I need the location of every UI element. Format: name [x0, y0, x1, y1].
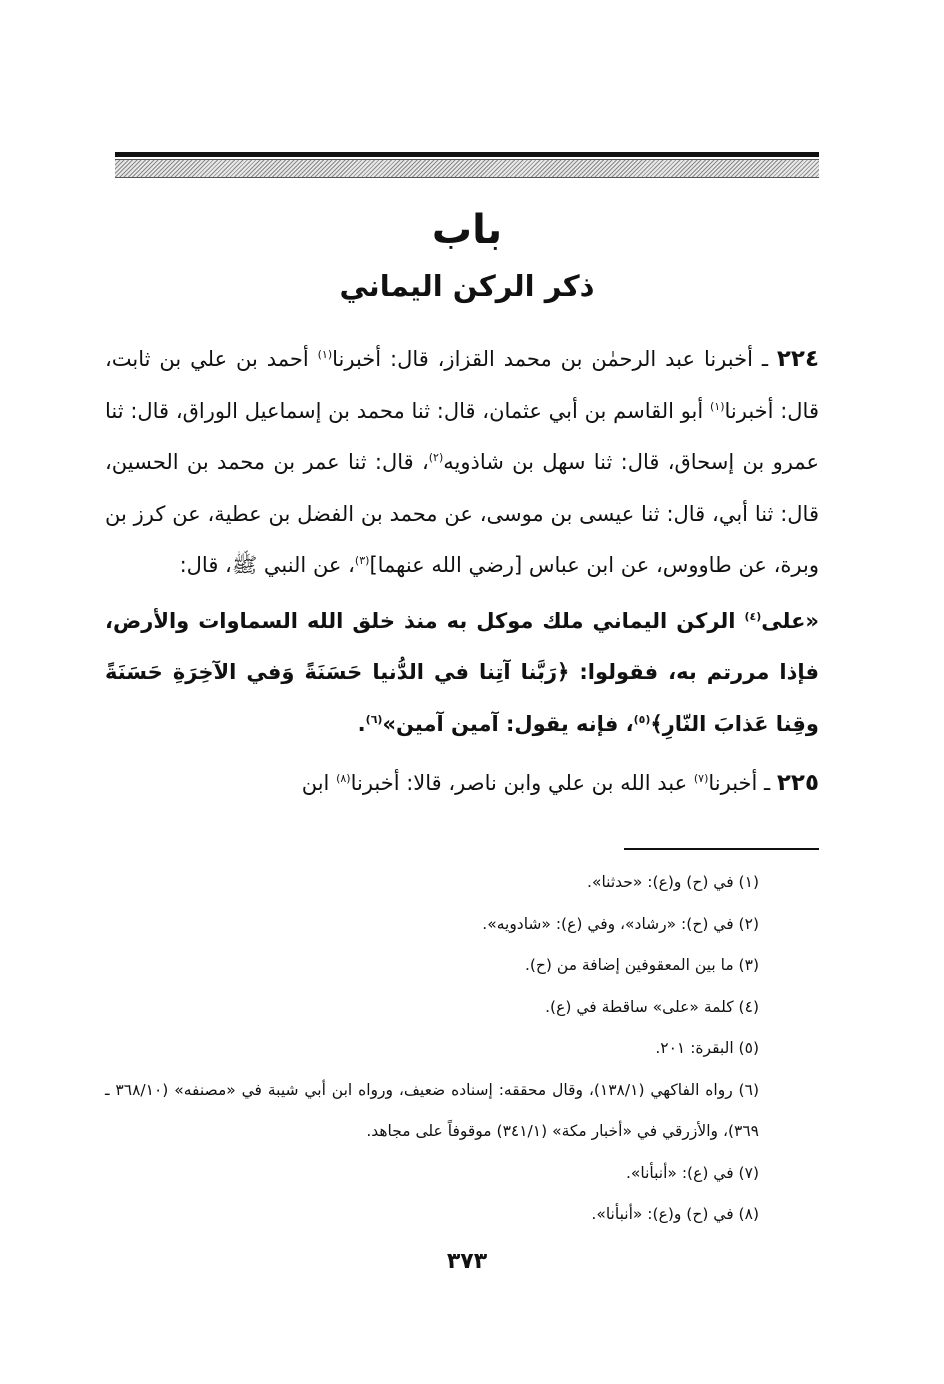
hadith-224-matn — [105, 596, 819, 751]
footnote-3: (٣) ما بين المعقوفين إضافة من (ح). — [524, 956, 759, 974]
matn-segment: ، فإنه يقول: آمين آمين» — [382, 711, 634, 736]
text-segment: ، قال: ثنا عمر بن محمد بن الحسين، قال: ثنا أبي، قال: ثنا عيسى بن موسى، عن محمد بن الفضل بن عطية، عن كرز بن وبرة، عن طاووس، عن ابن عباس [رضي الله عنهما] — [105, 450, 819, 577]
footnote-2: (٢) في (ح): «رشاد»، وفي (ع): «شادويه». — [482, 914, 759, 933]
footnotes — [105, 862, 819, 1236]
footnote-8: (٨) في (ح) و(ع): «أنبأنا». — [591, 1205, 759, 1223]
text-segment: عبد الله بن علي وابن ناصر، قالا: أخبرنا — [350, 771, 694, 795]
footnote-marker: (١) — [709, 399, 725, 413]
matn-segment: «على — [761, 608, 819, 633]
footnote-marker: (٧) — [693, 772, 709, 785]
footnote-marker: (٣) — [354, 554, 370, 567]
matn-segment: . — [357, 711, 366, 736]
footnote-1: (١) في (ح) و(ع): «حدثنا». — [587, 873, 759, 891]
footnote-marker: (١) — [317, 348, 333, 361]
chapter-title: باب — [431, 207, 503, 253]
footnote-marker: (٥) — [633, 712, 651, 726]
text-segment: ـ أخبرنا — [708, 771, 777, 795]
text-segment: أحمد بن علي بن ثابت، قال: أخبرنا — [105, 347, 819, 423]
footnote-separator — [624, 848, 819, 850]
hadith-225-isnad — [105, 758, 819, 810]
text-segment: أبو القاسم بن أبي عثمان، قال: ثنا محمد بن إسماعيل الوراق، قال: ثنا عمرو بن إسحاق، قال: ثنا سهل بن شاذويه — [105, 398, 819, 474]
hadith-number: ٢٢٥ — [776, 770, 819, 796]
main-text — [105, 334, 819, 810]
text-segment: ابن — [301, 771, 337, 795]
footnote-6: (٦) رواه الفاكهي (١٣٨/١)، وقال محققه: إسناده ضعيف، ورواه ابن أبي شيبة في «مصنفه» (٣٦٨/١٠ ـ ٣٦٩)، والأزرقي في «أخبار مكة» (٣٤١/١) موقوفاً على مجاهد. — [105, 1080, 759, 1140]
page-number: ٣٧٣ — [446, 1249, 488, 1274]
footnote-5: (٥) البقرة: ٢٠١. — [655, 1039, 759, 1057]
footnote-4: (٤) كلمة «على» ساقطة في (ع). — [545, 997, 759, 1016]
footnote-marker: (٤) — [744, 609, 762, 623]
header-ornament-rule — [115, 152, 819, 176]
header-hatched-band — [115, 159, 819, 178]
text-segment: ، عن النبي ﷺ، قال: — [179, 553, 355, 577]
chapter-subtitle: ذكر الركن اليماني — [339, 269, 595, 303]
text-segment: ـ أخبرنا عبد الرحمٰن بن محمد القزاز، قال: أخبرنا — [332, 347, 777, 371]
hadith-number: ٢٢٤ — [776, 346, 819, 372]
header-thick-line — [115, 152, 819, 157]
hadith-224-isnad — [105, 334, 819, 592]
matn-segment: الركن اليماني ملك موكل به منذ خلق الله السماوات والأرض، فإذا مررتم به، فقولوا: ﴿رَبَّنا آتِنا في الدُّنيا حَسَنَةً وَفي الآخِرَةِ حَسَنَةً وقِنا عَذابَ النّارِ﴾ — [105, 608, 819, 736]
footnote-marker: (٨) — [336, 772, 351, 785]
footnote-7: (٧) في (ع): «أنبأنا». — [625, 1163, 759, 1182]
footnote-marker: (٦) — [365, 712, 383, 726]
footnote-marker: (٢) — [428, 451, 444, 464]
